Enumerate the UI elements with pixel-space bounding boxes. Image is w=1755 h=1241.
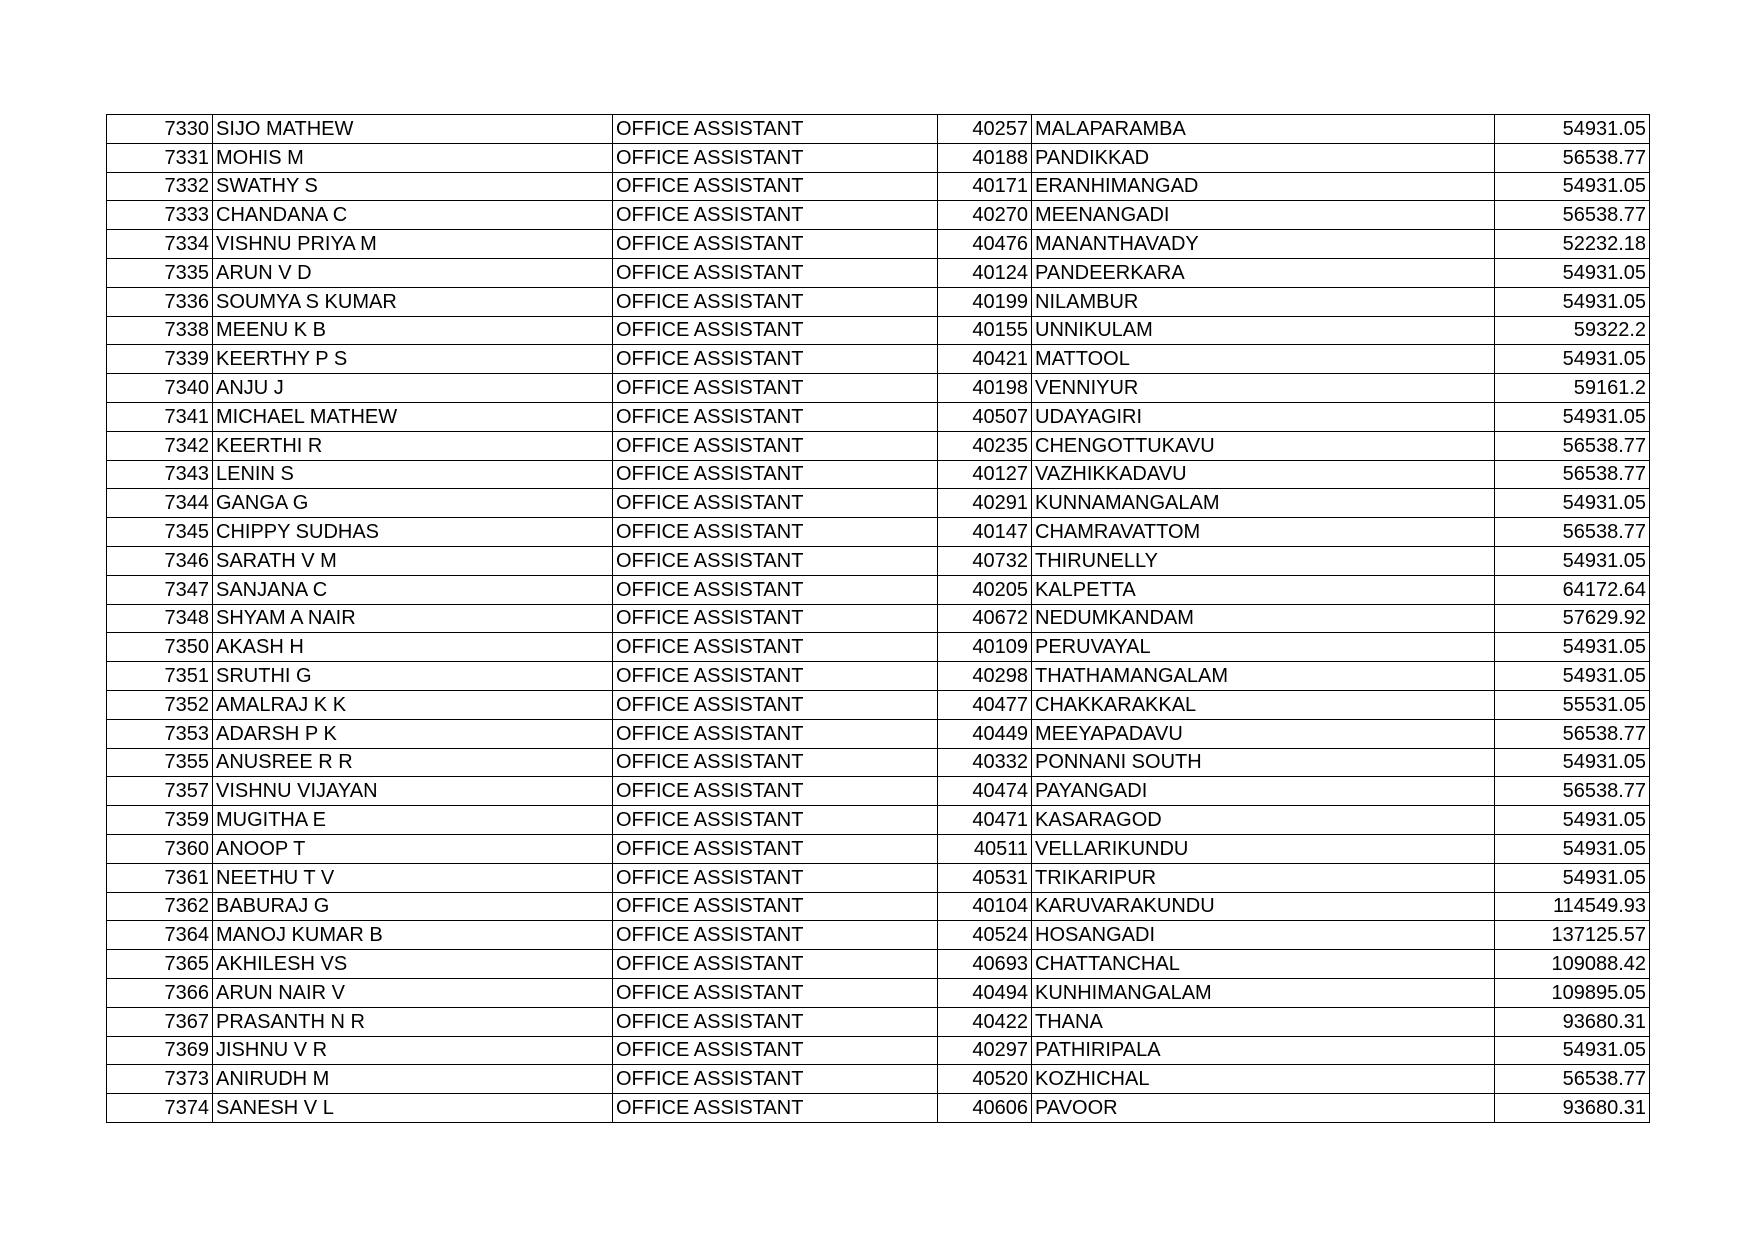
table-row (107, 230, 1650, 259)
cell-office-name: VENNIYUR (1032, 374, 1495, 403)
cell-office-code: 40109 (938, 633, 1032, 662)
cell-serial-number: 7352 (107, 690, 213, 719)
cell-employee-name: SANJANA C (213, 575, 613, 604)
cell-office-code: 40511 (938, 834, 1032, 863)
cell-office-code: 40476 (938, 230, 1032, 259)
cell-amount: 54931.05 (1495, 546, 1650, 575)
table-row (107, 1007, 1650, 1036)
cell-employee-name: AMALRAJ K K (213, 690, 613, 719)
cell-designation: OFFICE ASSISTANT (613, 1007, 938, 1036)
cell-serial-number: 7348 (107, 604, 213, 633)
cell-employee-name: ARUN V D (213, 258, 613, 287)
cell-office-name: TRIKARIPUR (1032, 863, 1495, 892)
table-row (107, 978, 1650, 1007)
cell-amount: 56538.77 (1495, 518, 1650, 547)
cell-employee-name: CHANDANA C (213, 201, 613, 230)
cell-amount: 64172.64 (1495, 575, 1650, 604)
cell-office-code: 40421 (938, 345, 1032, 374)
cell-designation: OFFICE ASSISTANT (613, 690, 938, 719)
cell-employee-name: SRUTHI G (213, 662, 613, 691)
cell-amount: 54931.05 (1495, 863, 1650, 892)
cell-office-name: PATHIRIPALA (1032, 1036, 1495, 1065)
cell-designation: OFFICE ASSISTANT (613, 518, 938, 547)
cell-employee-name: VISHNU PRIYA M (213, 230, 613, 259)
cell-office-code: 40257 (938, 115, 1032, 144)
table-row (107, 863, 1650, 892)
cell-serial-number: 7357 (107, 777, 213, 806)
cell-office-name: UNNIKULAM (1032, 316, 1495, 345)
cell-designation: OFFICE ASSISTANT (613, 834, 938, 863)
cell-serial-number: 7333 (107, 201, 213, 230)
table-row (107, 806, 1650, 835)
cell-office-name: NEDUMKANDAM (1032, 604, 1495, 633)
cell-designation: OFFICE ASSISTANT (613, 460, 938, 489)
cell-office-code: 40270 (938, 201, 1032, 230)
cell-serial-number: 7360 (107, 834, 213, 863)
cell-designation: OFFICE ASSISTANT (613, 374, 938, 403)
cell-serial-number: 7342 (107, 431, 213, 460)
cell-employee-name: JISHNU V R (213, 1036, 613, 1065)
cell-amount: 54931.05 (1495, 748, 1650, 777)
cell-office-code: 40531 (938, 863, 1032, 892)
cell-amount: 56538.77 (1495, 719, 1650, 748)
cell-serial-number: 7340 (107, 374, 213, 403)
cell-designation: OFFICE ASSISTANT (613, 115, 938, 144)
cell-serial-number: 7355 (107, 748, 213, 777)
table-row (107, 690, 1650, 719)
cell-office-code: 40449 (938, 719, 1032, 748)
cell-amount: 54931.05 (1495, 172, 1650, 201)
cell-designation: OFFICE ASSISTANT (613, 201, 938, 230)
table-row (107, 172, 1650, 201)
cell-serial-number: 7346 (107, 546, 213, 575)
cell-office-name: THANA (1032, 1007, 1495, 1036)
table-row (107, 719, 1650, 748)
cell-serial-number: 7367 (107, 1007, 213, 1036)
cell-office-name: KUNNAMANGALAM (1032, 489, 1495, 518)
cell-designation: OFFICE ASSISTANT (613, 777, 938, 806)
table-row (107, 258, 1650, 287)
cell-office-code: 40471 (938, 806, 1032, 835)
cell-office-code: 40494 (938, 978, 1032, 1007)
cell-amount: 56538.77 (1495, 143, 1650, 172)
cell-office-name: PONNANI SOUTH (1032, 748, 1495, 777)
table-row (107, 374, 1650, 403)
cell-amount: 54931.05 (1495, 633, 1650, 662)
cell-employee-name: ANUSREE R R (213, 748, 613, 777)
cell-serial-number: 7343 (107, 460, 213, 489)
cell-serial-number: 7361 (107, 863, 213, 892)
cell-employee-name: ANOOP T (213, 834, 613, 863)
cell-amount: 54931.05 (1495, 345, 1650, 374)
cell-designation: OFFICE ASSISTANT (613, 143, 938, 172)
cell-serial-number: 7365 (107, 950, 213, 979)
cell-amount: 54931.05 (1495, 115, 1650, 144)
cell-designation: OFFICE ASSISTANT (613, 258, 938, 287)
cell-amount: 54931.05 (1495, 662, 1650, 691)
cell-designation: OFFICE ASSISTANT (613, 1094, 938, 1123)
table-row (107, 316, 1650, 345)
cell-office-code: 40672 (938, 604, 1032, 633)
cell-office-code: 40171 (938, 172, 1032, 201)
cell-designation: OFFICE ASSISTANT (613, 950, 938, 979)
table-row (107, 431, 1650, 460)
cell-employee-name: GANGA G (213, 489, 613, 518)
cell-office-name: PAYANGADI (1032, 777, 1495, 806)
table-row (107, 748, 1650, 777)
cell-office-name: MEENANGADI (1032, 201, 1495, 230)
cell-employee-name: AKHILESH VS (213, 950, 613, 979)
cell-amount: 52232.18 (1495, 230, 1650, 259)
table-row (107, 834, 1650, 863)
cell-designation: OFFICE ASSISTANT (613, 748, 938, 777)
cell-office-code: 40474 (938, 777, 1032, 806)
cell-serial-number: 7369 (107, 1036, 213, 1065)
cell-serial-number: 7359 (107, 806, 213, 835)
cell-designation: OFFICE ASSISTANT (613, 345, 938, 374)
table-row (107, 662, 1650, 691)
table-row (107, 892, 1650, 921)
cell-designation: OFFICE ASSISTANT (613, 978, 938, 1007)
cell-employee-name: NEETHU T V (213, 863, 613, 892)
cell-office-code: 40422 (938, 1007, 1032, 1036)
cell-office-code: 40297 (938, 1036, 1032, 1065)
cell-office-name: KALPETTA (1032, 575, 1495, 604)
table-row (107, 633, 1650, 662)
table-row (107, 777, 1650, 806)
table-row (107, 950, 1650, 979)
cell-employee-name: MEENU K B (213, 316, 613, 345)
table-row (107, 345, 1650, 374)
table-row (107, 1036, 1650, 1065)
cell-designation: OFFICE ASSISTANT (613, 489, 938, 518)
cell-employee-name: SANESH V L (213, 1094, 613, 1123)
cell-office-name: NILAMBUR (1032, 287, 1495, 316)
cell-amount: 54931.05 (1495, 258, 1650, 287)
table-row (107, 575, 1650, 604)
cell-designation: OFFICE ASSISTANT (613, 172, 938, 201)
cell-serial-number: 7338 (107, 316, 213, 345)
table-row (107, 402, 1650, 431)
cell-office-name: KOZHICHAL (1032, 1065, 1495, 1094)
cell-office-code: 40524 (938, 921, 1032, 950)
cell-employee-name: ANJU J (213, 374, 613, 403)
cell-office-name: VELLARIKUNDU (1032, 834, 1495, 863)
cell-designation: OFFICE ASSISTANT (613, 633, 938, 662)
cell-employee-name: VISHNU VIJAYAN (213, 777, 613, 806)
cell-serial-number: 7341 (107, 402, 213, 431)
cell-office-code: 40298 (938, 662, 1032, 691)
cell-designation: OFFICE ASSISTANT (613, 431, 938, 460)
cell-designation: OFFICE ASSISTANT (613, 287, 938, 316)
cell-office-code: 40198 (938, 374, 1032, 403)
cell-employee-name: KEERTHY P S (213, 345, 613, 374)
cell-office-name: VAZHIKKADAVU (1032, 460, 1495, 489)
cell-office-name: MALAPARAMBA (1032, 115, 1495, 144)
cell-amount: 56538.77 (1495, 460, 1650, 489)
table-row (107, 201, 1650, 230)
cell-designation: OFFICE ASSISTANT (613, 921, 938, 950)
cell-office-code: 40147 (938, 518, 1032, 547)
cell-amount: 57629.92 (1495, 604, 1650, 633)
cell-employee-name: KEERTHI R (213, 431, 613, 460)
cell-designation: OFFICE ASSISTANT (613, 719, 938, 748)
cell-office-code: 40693 (938, 950, 1032, 979)
cell-serial-number: 7350 (107, 633, 213, 662)
cell-designation: OFFICE ASSISTANT (613, 575, 938, 604)
cell-amount: 56538.77 (1495, 1065, 1650, 1094)
table-row (107, 287, 1650, 316)
table-row (107, 921, 1650, 950)
table-row (107, 143, 1650, 172)
cell-serial-number: 7335 (107, 258, 213, 287)
cell-employee-name: ADARSH P K (213, 719, 613, 748)
cell-employee-name: MUGITHA E (213, 806, 613, 835)
cell-employee-name: SIJO MATHEW (213, 115, 613, 144)
cell-designation: OFFICE ASSISTANT (613, 806, 938, 835)
table-row (107, 604, 1650, 633)
cell-amount: 137125.57 (1495, 921, 1650, 950)
cell-office-name: KARUVARAKUNDU (1032, 892, 1495, 921)
cell-employee-name: MOHIS M (213, 143, 613, 172)
cell-employee-name: ARUN NAIR V (213, 978, 613, 1007)
cell-designation: OFFICE ASSISTANT (613, 402, 938, 431)
cell-amount: 93680.31 (1495, 1007, 1650, 1036)
cell-employee-name: SWATHY S (213, 172, 613, 201)
cell-amount: 114549.93 (1495, 892, 1650, 921)
cell-serial-number: 7344 (107, 489, 213, 518)
cell-office-name: PANDIKKAD (1032, 143, 1495, 172)
cell-amount: 54931.05 (1495, 489, 1650, 518)
cell-office-name: KUNHIMANGALAM (1032, 978, 1495, 1007)
cell-employee-name: MANOJ KUMAR B (213, 921, 613, 950)
cell-amount: 56538.77 (1495, 201, 1650, 230)
cell-office-name: HOSANGADI (1032, 921, 1495, 950)
cell-employee-name: SHYAM A NAIR (213, 604, 613, 633)
cell-serial-number: 7362 (107, 892, 213, 921)
cell-office-code: 40732 (938, 546, 1032, 575)
records-table-body (107, 115, 1650, 1123)
cell-serial-number: 7334 (107, 230, 213, 259)
cell-amount: 59161.2 (1495, 374, 1650, 403)
cell-employee-name: AKASH H (213, 633, 613, 662)
table-row (107, 1094, 1650, 1123)
table-row (107, 489, 1650, 518)
cell-amount: 93680.31 (1495, 1094, 1650, 1123)
cell-office-name: PANDEERKARA (1032, 258, 1495, 287)
cell-amount: 54931.05 (1495, 1036, 1650, 1065)
cell-serial-number: 7330 (107, 115, 213, 144)
table-row (107, 546, 1650, 575)
cell-office-name: CHAKKARAKKAL (1032, 690, 1495, 719)
cell-serial-number: 7347 (107, 575, 213, 604)
cell-office-code: 40199 (938, 287, 1032, 316)
cell-designation: OFFICE ASSISTANT (613, 604, 938, 633)
cell-office-name: MANANTHAVADY (1032, 230, 1495, 259)
cell-designation: OFFICE ASSISTANT (613, 546, 938, 575)
cell-office-code: 40188 (938, 143, 1032, 172)
table-row (107, 1065, 1650, 1094)
cell-designation: OFFICE ASSISTANT (613, 316, 938, 345)
cell-employee-name: BABURAJ G (213, 892, 613, 921)
cell-amount: 54931.05 (1495, 806, 1650, 835)
cell-office-name: THIRUNELLY (1032, 546, 1495, 575)
cell-amount: 54931.05 (1495, 287, 1650, 316)
cell-office-name: CHAMRAVATTOM (1032, 518, 1495, 547)
cell-designation: OFFICE ASSISTANT (613, 230, 938, 259)
cell-employee-name: SARATH V M (213, 546, 613, 575)
cell-office-name: PERUVAYAL (1032, 633, 1495, 662)
records-table (106, 114, 1650, 1123)
cell-serial-number: 7373 (107, 1065, 213, 1094)
cell-designation: OFFICE ASSISTANT (613, 1065, 938, 1094)
cell-serial-number: 7331 (107, 143, 213, 172)
cell-amount: 109088.42 (1495, 950, 1650, 979)
cell-serial-number: 7374 (107, 1094, 213, 1123)
cell-amount: 56538.77 (1495, 431, 1650, 460)
cell-office-name: ERANHIMANGAD (1032, 172, 1495, 201)
cell-designation: OFFICE ASSISTANT (613, 892, 938, 921)
cell-designation: OFFICE ASSISTANT (613, 662, 938, 691)
cell-office-code: 40477 (938, 690, 1032, 719)
cell-employee-name: CHIPPY SUDHAS (213, 518, 613, 547)
cell-office-name: MEEYAPADAVU (1032, 719, 1495, 748)
cell-office-name: KASARAGOD (1032, 806, 1495, 835)
cell-office-code: 40606 (938, 1094, 1032, 1123)
cell-serial-number: 7364 (107, 921, 213, 950)
cell-office-code: 40155 (938, 316, 1032, 345)
cell-office-code: 40332 (938, 748, 1032, 777)
cell-office-code: 40205 (938, 575, 1032, 604)
cell-office-name: CHATTANCHAL (1032, 950, 1495, 979)
cell-serial-number: 7353 (107, 719, 213, 748)
cell-employee-name: MICHAEL MATHEW (213, 402, 613, 431)
cell-amount: 59322.2 (1495, 316, 1650, 345)
cell-serial-number: 7351 (107, 662, 213, 691)
cell-amount: 109895.05 (1495, 978, 1650, 1007)
cell-amount: 55531.05 (1495, 690, 1650, 719)
cell-office-code: 40127 (938, 460, 1032, 489)
cell-amount: 54931.05 (1495, 402, 1650, 431)
cell-office-name: UDAYAGIRI (1032, 402, 1495, 431)
cell-amount: 54931.05 (1495, 834, 1650, 863)
cell-employee-name: PRASANTH N R (213, 1007, 613, 1036)
cell-office-name: CHENGOTTUKAVU (1032, 431, 1495, 460)
cell-designation: OFFICE ASSISTANT (613, 863, 938, 892)
cell-employee-name: SOUMYA S KUMAR (213, 287, 613, 316)
cell-office-name: THATHAMANGALAM (1032, 662, 1495, 691)
cell-serial-number: 7336 (107, 287, 213, 316)
cell-office-name: MATTOOL (1032, 345, 1495, 374)
cell-serial-number: 7332 (107, 172, 213, 201)
cell-employee-name: LENIN S (213, 460, 613, 489)
cell-office-code: 40124 (938, 258, 1032, 287)
cell-office-code: 40291 (938, 489, 1032, 518)
cell-serial-number: 7345 (107, 518, 213, 547)
cell-serial-number: 7366 (107, 978, 213, 1007)
cell-serial-number: 7339 (107, 345, 213, 374)
cell-office-code: 40520 (938, 1065, 1032, 1094)
table-row (107, 518, 1650, 547)
cell-office-code: 40507 (938, 402, 1032, 431)
cell-office-code: 40104 (938, 892, 1032, 921)
cell-amount: 56538.77 (1495, 777, 1650, 806)
table-row (107, 115, 1650, 144)
cell-designation: OFFICE ASSISTANT (613, 1036, 938, 1065)
cell-office-code: 40235 (938, 431, 1032, 460)
cell-employee-name: ANIRUDH M (213, 1065, 613, 1094)
cell-office-name: PAVOOR (1032, 1094, 1495, 1123)
table-row (107, 460, 1650, 489)
